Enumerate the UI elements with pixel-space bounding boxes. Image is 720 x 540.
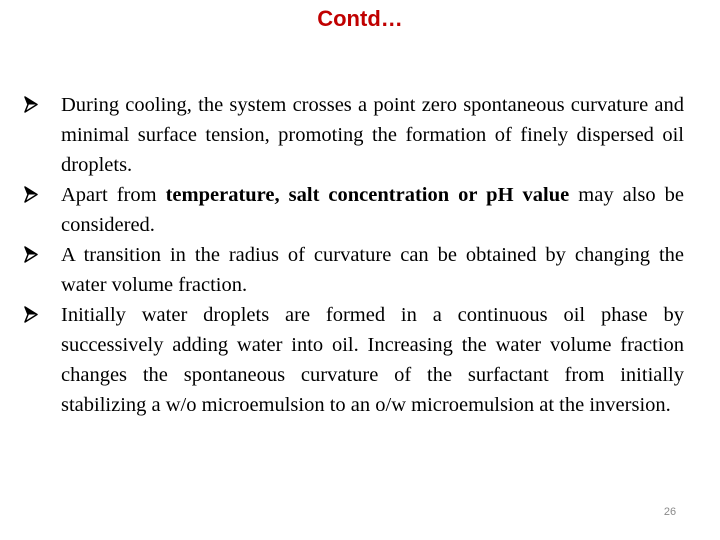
arrow-bullet-icon [24,300,40,330]
page-number: 26 [663,506,677,518]
arrow-bullet-icon [24,180,40,210]
bullet-text-before: Apart from [61,184,166,206]
bullet-text-bold: temperature, salt concentration or pH value [165,184,570,206]
bullet-item-1 [24,90,684,180]
bullet-item-3 [24,240,684,300]
bullet-text [61,184,684,236]
bullet-text: A transition in the radius of curvature can be obtained by changing the water volume fraction. [61,244,684,296]
arrow-bullet-icon [24,240,40,270]
bullet-item-2 [24,180,684,240]
slide-title: Contd… [317,6,403,31]
bullet-text: Initially water droplets are formed in a continuous oil phase by successively adding water into oil. Increasing the water volume fraction changes the spontaneous curvature of the surfactant from initially stabilizing a w/o microemulsion to an o/w microemulsion at the inversion. [61,304,684,416]
bullet-text-after: may also be considered. [61,184,685,236]
bullet-text: During cooling, the system crosses a point zero spontaneous curvature and minimal surface tension, promoting the formation of finely dispersed oil droplets. [61,94,684,176]
arrow-bullet-icon [24,90,40,120]
bullet-item-4 [24,300,684,420]
bullet-list [24,90,684,420]
